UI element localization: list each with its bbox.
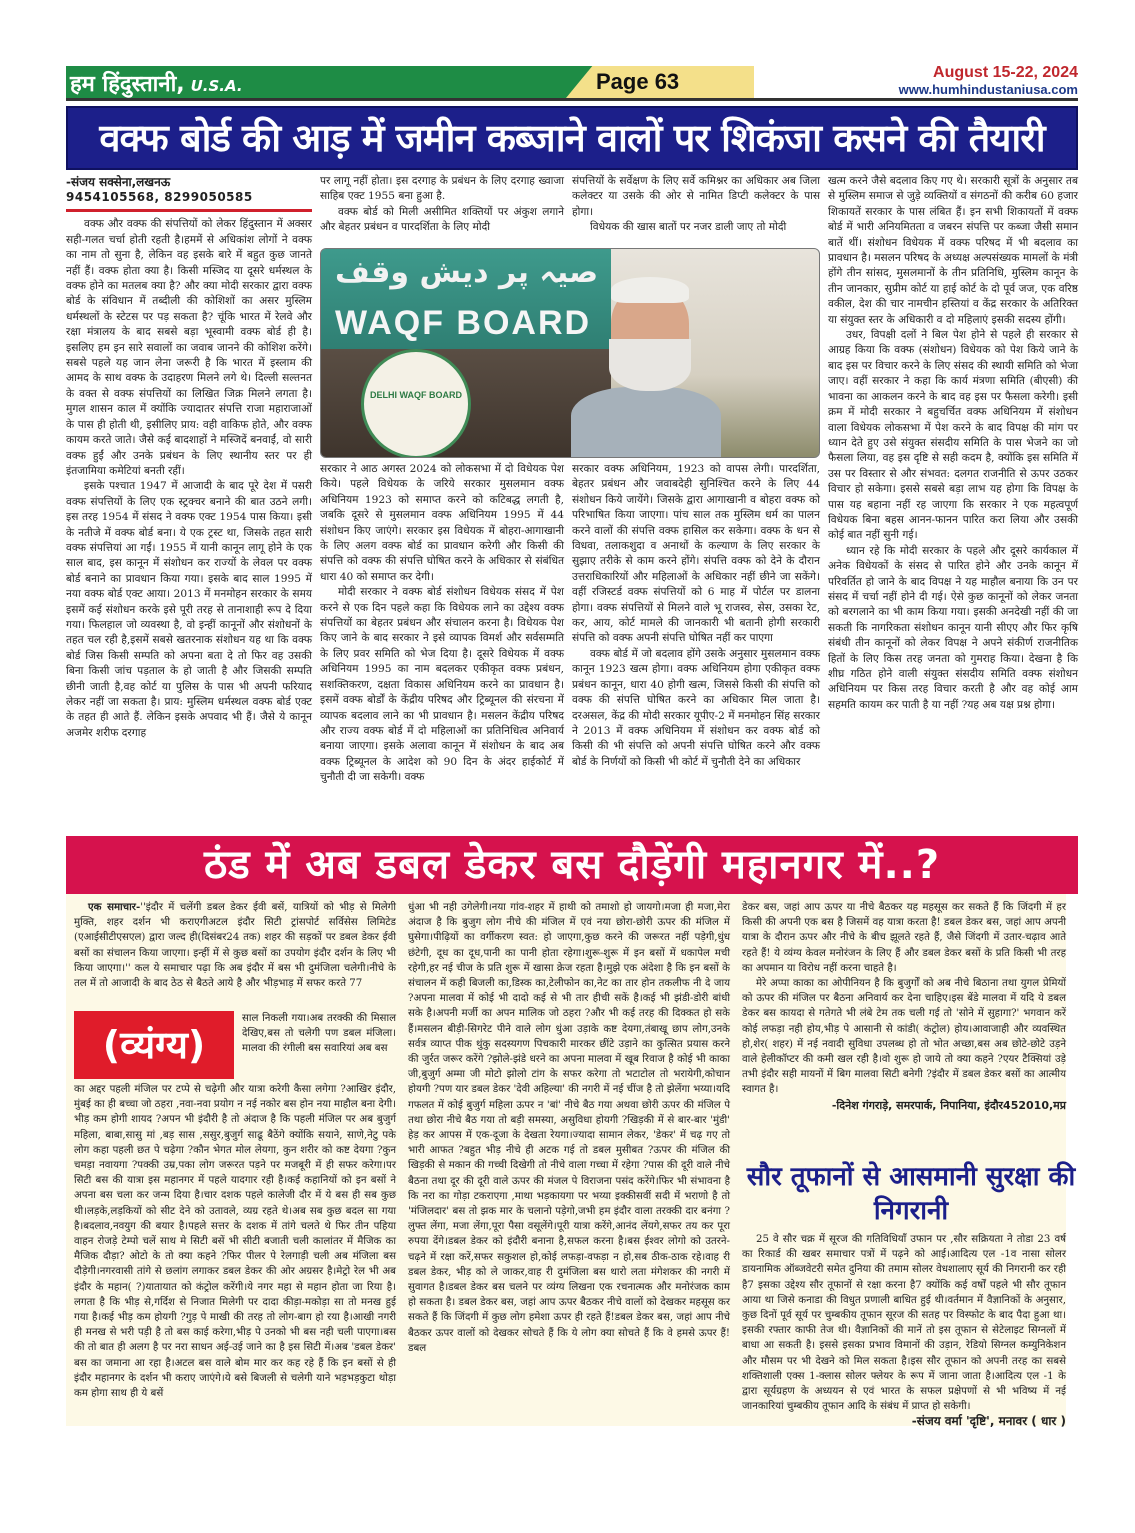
article2-author: -दिनेश गंगराड़े, समरपार्क, निपानिया, इंदौर452010,मप्र xyxy=(831,1098,1066,1112)
article1-column-3-bottom xyxy=(572,462,820,770)
article2-column-2 xyxy=(408,900,730,1356)
article2-column-3 xyxy=(742,900,1066,1113)
article1-headline: वक्फ बोर्ड की आड़ में जमीन कब्जाने वालों पर शिकंजा कसने की तैयारी xyxy=(66,106,1078,170)
red-divider xyxy=(66,209,312,212)
vest-shape xyxy=(571,387,721,458)
article1-paragraph: सरकार ने आठ अगस्त 2024 को लोकसभा में दो विधेयक पेश किये। पहले विधेयक के जरिये सरकार मुसलमान वक्फ अधिनियम 1923 को समाप्त करने को कटिबद्ध लगती है, जबकि दूसरे से मुसलमान वक्फ अधिनियम 1995 में 44 संशोधन किए जाएंगे। सरकार इस विधेयक में बोहरा-आगाखानी के लिए अलग वक्फ बोर्ड का प्रावधान करेगी और किसी की संपत्ति को वक्फ की संपत्ति घोषित करने के अधिकार से संबंधित धारा 40 को समाप्त कर देगी। xyxy=(320,463,564,583)
waqf-board-photo xyxy=(320,248,820,458)
article1-paragraph: संपत्तियों के सर्वेक्षण के लिए सर्वे कमिश्नर का अधिकार अब जिला कलेक्टर या उसके की ओर से नामित डिप्टी कलेक्टर के पास होगा। xyxy=(572,175,820,218)
article1-paragraph: विधेयक की खास बातों पर नजर डाली जाए तो मोदी xyxy=(590,221,787,234)
article2-paragraph: डेकर बस, जहां आप ऊपर या नीचे बैठकर यह महसूस कर सकते हैं कि जिंदगी में हर किसी की अपनी एक बस है जिसमें वह यात्रा करता है! डबल डेकर बस, जहां आप अपनी यात्रा के दौरान ऊपर और नीचे के बीच झूलते रहते हैं, जैसे जिंदगी में उतार-चढ़ाव आते रहते हैं! ये व्यंग्य केवल मनोरंजन के लिए हैं और डबल डेकर बसों के प्रति किसी भी तरह का अपमान या विरोध नहीं करना चाहते है। xyxy=(742,902,1066,974)
article3-headline: सौर तूफानों से आसमानी सुरक्षा की निगरानी xyxy=(746,1162,1076,1226)
masthead-rule xyxy=(66,98,1078,101)
article2-intro: ''इंदौर में चलेंगी डबल डेकर ईवी बसें, यात्रियों को भीड़ से मिलेगी मुक्ति, शहर दर्शन भी कराएगीअटल इंदौर सिटी ट्रांसपोर्ट सर्विसेस लिमिटेड (एआईसीटीएसएल) द्वारा जल्द ही(दिसंबर24 तक) शहर की सड़कों पर डबल डेकर ईवी बसों का संचालन किया जाएगा। इन्हीं में से कुछ बसों का उपयोग इंदौर दर्शन के लिए भी किया जाएगा।'' कल ये समाचार पढ़ा कि अब इंदौर में बस भी दुमंजिला चलेगी।नीचे के तल में तो आजादी के बाद ठेठ से बैठते आये है और भीड़भाड़ में सफर करते 77 xyxy=(74,902,396,990)
article1-column-2-bottom xyxy=(320,462,564,786)
article2-column-1-beside xyxy=(242,1011,396,1057)
page-number: Page 63 xyxy=(596,69,680,94)
waqf-board-text: WAQF BOARD xyxy=(335,304,592,342)
article1-paragraph: उधर, विपक्षी दलों ने बिल पेश होने से पहले ही सरकार से आग्रह किया कि वक्फ (संशोधन) विधेयक को पेश किये जाने के बाद इस पर विचार करने के लिए संसद की स्थायी समिति को भेजा जाए। वहीं सरकार ने कहा कि कार्य मंत्रणा समिति (बीएसी) की भावना का आकलन करने के बाद वह इस पर फैसला करेगी। इसी क्रम में मोदी सरकार ने बहुचर्चित वक्फ अधिनियम में संशोधन वाला विधेयक लोकसभा में पेश करने के बाद विपक्ष की मांग पर ध्यान देते हुए उसे संयुक्त संसदीय समिति के पास भेजने का जो फैसला लिया, वह इस दृष्टि से सही कदम है, क्योंकि इस समिति में उस पर विस्तार से और संभवत: दलगत राजनीति से ऊपर उठकर विचार हो सकेगा। इससे सबसे बड़ा लाभ यह होगा कि विपक्ष के पास यह बहाना नहीं रह जाएगा कि सरकार ने एक महत्वपूर्ण विधेयक बिना बहस आनन-फानन पारित करा लिया और उसकी कोई बात नहीं सुनी गई। xyxy=(828,329,1078,542)
article2-paragraph: का अद्दर पहली मंजिल पर टप्पे से चढ़ेगी और यात्रा करेगी कैसा लगेगा ?आखिर इंदौर, मुंबई का ही बच्चा जो ठहरा ,नवा-नवा प्रयोग न नई नकोर बस होन नया माहौल बना देगी।भीड़ कम होगी शायद ?अपन भी इंदौरी है तो अंदाज है कि पहली मंजिल पर अब बुजुर्ग महिला, बाबा,सासु मां ,बड़ सास ,ससुर,बुजुर्ग साढू बैठेंगे क्योंकि सयाने, साणे,नेटु पके लोग कहा पहली छत पे चढ़ेगा ?कौन भेगत मोल लेयगा, कुन शरीर को कष्ट देयगा ?कुन चमड़ा नवायगा ?पक्की उम्र,पका लोग जरूरत पड़ने पर मजबूरी में ही सफर करेगा।पर सिटी बस की यात्रा इस महानगर में पहले यादगार रही है।कई कहानियों को इन बसों ने अपना बस चला कर जन्म दिया है।चार दशक पहले कालेजी दौर में ये बस ही सब कुछ थी।लड़के,लड़कियों को सीट देने को उतावले, व्यग्र रहते थे।अब सब कुछ बदल सा गया है।बदलाव,नवयुग की बयार है।पहले सत्तर के दशक में तांगे चलते थे फिर तीन पहिया वाहन रोजड़े टेम्पो चलें साथ मे सिटी बसें भी सीटी बजाती चली कालांतर में मैजिक का मैजिक दौड़ा? ओटो के तो क्या कहने ?फिर पीलर पे रेलगाड़ी चली अब मंजिला बस दौड़ेगी।नगरवासी तांगे से छलांग लगाकर डबल डेकर की ओर अग्रसर है।मेट्रो रेल भी अब इंदौर के महान( ?)यातायात को कंट्रोल करेंगी।ये नगर महा से महान होता जा रिया है।लगता है कि भीड़ से,गर्दिश से निजात मिलेगी पर दादा कीड़ा-मकोड़ा सा तो मनख हुई गया है।कई भीड़ कम होयगी ?गुड़ पे माखी की तरह तो लोग-बाग हो रया है।आखी नगरी ही मनख से भरी पड़ी है तो बस काई करेगा,भीड़ पे उनको भी बस नही चली पाएगा।बस की तो बात ही अलग है पर नरा साधन अई-उई जाने का है इस सिटी में।अब 'डबल डेकर' बस का जमाना आ रहा है।अटल बस वाले बोम मार कर कह रहे हैं कि इन बसों से ही इंदौर महानगर के दर्शन भी कराए जाएंगे।ये बसे बिजली से चलेगी याने भड़भड़कुटा थोड़ा कम होगा साथ ही ये बसें xyxy=(74,1084,396,1400)
article1-column-2-top xyxy=(320,174,564,236)
vyang-tag: (व्यंग्य) xyxy=(74,1011,234,1079)
article1-paragraph: वक्फ बोर्ड को मिली असीमित शक्तियों पर अंकुश लगाने और बेहतर प्रबंधन व पारदर्शिता के लिए मोदी xyxy=(320,205,564,234)
hair-shape xyxy=(611,277,689,303)
article1-paragraph: ध्यान रहे कि मोदी सरकार के पहले और दूसरे कार्यकाल में अनेक विधेयकों के संसद से पारित होने और उनके कानून में परिवर्तित हो जाने के बाद विपक्ष ने यह माहौल बनाया कि उन पर संसद में चर्चा नहीं होने दी गई। ऐसे कुछ कानूनों को लेकर जनता को बरगलाने का भी काम किया गया। इसकी अनदेखी नहीं की जा सकती कि नागरिकता संशोधन कानून यानी सीएए और फिर कृषि संबंधी तीन कानूनों को लेकर विपक्ष ने अपने संकीर्ण राजनीतिक हितों के लिए किस तरह जनता को गुमराह किया। देखना है कि शीघ्र गठित होने वाली संयुक्त संसदीय समिति वक्फ संशोधन अधिनियम पर किस तरह विचार करती है और वह कोई आम सहमति कायम कर पाती है या नहीं ?यह अब यक्ष प्रश्न होगा। xyxy=(828,544,1078,711)
article1-column-4 xyxy=(828,174,1078,713)
article2-headline: ठंड में अब डबल डेकर बस दौड़ेंगी महानगर में..? xyxy=(66,836,1078,894)
urdu-sign-text: صیہ پر دیش وقف xyxy=(335,255,599,290)
delhi-waqf-board-seal-icon xyxy=(361,349,471,458)
article2-column-1-rest xyxy=(74,1082,396,1401)
article1-paragraph: सरकार वक्फ अधिनियम, 1923 को वापस लेगी। पारदर्शिता, बेहतर प्रबंधन और जवाबदेही सुनिश्चित करने के लिए 44 संशोधन किये जायेंगे। जिसके द्वारा आगाखानी व बोहरा वक्फ को परिभाषित किया जाएगा। पांच साल तक मुस्लिम धर्म का पालन करने वालों की संपत्ति वक्फ हासिल कर सकेगा। वक्फ के धन से विधवा, तलाकशुदा व अनाथों के कल्याण के लिए सरकार के सुझाए तरीके से काम करने होंगे। संपत्ति वक्फ को देने के दौरान उत्तराधिकारियों और महिलाओं के अधिकार नहीं छीने जा सकेंगे। वहीं रजिस्टर्ड वक्फ संपत्तियों को 6 माह में पोर्टल पर डालना होगा। वक्फ संपत्तियों से मिलने वाले भू राजस्व, सेस, उसका रेट, कर, आय, कोर्ट मामले की जानकारी भी बतानी होगी सरकारी संपत्ति को वक्फ अपनी संपत्ति घोषित नहीं कर पाएगा xyxy=(572,463,820,645)
article1-paragraph: इसके पश्चात 1947 में आजादी के बाद पूरे देश में पसरी वक्फ संपत्तियों के लिए एक स्ट्रक्चर बनाने की बात उठने लगी। इस तरह 1954 में संसद ने वक्फ एक्ट 1954 पास किया। इसी के नतीजे में वक्फ बोर्ड बना। ये एक ट्रस्ट था, जिसके तहत सारी वक्फ संपत्तियां आ गईं। 1955 में यानी कानून लागू होने के एक साल बाद, इस कानून में संशोधन कर राज्यों के लेवल पर वक्फ बोर्ड बनाने का प्रावधान किया गया। इसके बाद साल 1995 में नया वक्फ बोर्ड एक्ट आया। 2013 में मनमोहन सरकार के समय इसमें कई संशोधन करके इसे पूरी तरह से तानाशाही रूप दे दिया गया। फिलहाल जो व्यवस्था है, वो इन्हीं कानूनों और संशोधनों के तहत चल रही है,इसमें सबसे खतरनाक संशोधन यह था कि वक्फ बोर्ड जिस किसी सम्पति को अपना बता दे तो फिर वह उसकी बिना किसी जांच पड़ताल के हो जाती है और जिसकी सम्पति छीनी जाती है,वह कोर्ट या पुलिस के पास भी अपनी फरियाद लेकर नहीं जा सकता है। प्राय: मुस्लिम धर्मस्थल वक्फ बोर्ड एक्ट के तहत ही आते हैं. लेकिन इसके अपवाद भी हैं। जैसे ये कानून अजमेर शरीफ दरगाह xyxy=(66,480,312,739)
article3-paragraph: 25 वे सौर चक्र में सूरज की गतिविधियाँ उफान पर ,सौर सक्रियता ने तोडा 23 वर्ष का रिकार्ड की खबर समाचार पत्रों में पढ़ने को आई।आदित्य एल -1व नासा सोलर डायनामिक ऑब्जवेटरी समेत दुनिया की तमाम सोलर वेधशालाए सूर्य की निगरानी कर रही है7 इसका उद्देश्य सौर तूफानों से रक्षा करना है7 क्योंकि कई वर्षों पहले भी सौर तूफान आया था जिसे कनाडा की विधुत प्रणाली बाधित हुई थी।वर्तमान में वैज्ञानिकों के अनुसार, कुछ दिनों पूर्व सूर्य पर चुम्बकीय तूफान सूरज की सतह पर विस्फोट के बाद पैदा हुआ था। इसकी रफ्तार काफी तेज थी। वैज्ञानिकों की मानें तो इस तूफान से सेटेलाइट सिग्नलों में बाधा आ सकती है। इससे इसका प्रभाव विमानों की उड़ान, रेडियो सिग्नल कम्युनिकेशन और मौसम पर भी देखने को मिल सकता है।इस सौर तूफान को अपनी तरह का सबसे शक्तिशाली एक्स 1-क्लास सोलर फ्लेयर के रूप में जाना जाता है।आदित्य एल -1 के द्वारा सूर्यग्रहण के अध्ययन से एवं भारत के सफल प्रक्षेपणों से भी भविष्य में नई जानकारियां चुम्बकीय तूफान आदि के संबंध में प्राप्त हो सकेगी। xyxy=(742,1234,1066,1413)
issue-date: August 15-22, 2024 xyxy=(933,64,1078,81)
article1-paragraph: मोदी सरकार ने वक्फ बोर्ड संशोधन विधेयक संसद में पेश करने से एक दिन पहले कहा कि विधेयक लाने का उद्देश्य वक्फ संपत्तियों का बेहतर प्रबंधन और संचालन करना है। विधेयक पेश किए जाने के बाद सरकार ने इसे व्यापक विमर्श और सर्वसम्मति के लिए प्रवर समिति को भेज दिया है। दूसरे विधेयक में वक्फ अधिनियम 1995 का नाम बदलकर एकीकृत वक्फ प्रबंधन, सशक्तिकरण, दक्षता विकास अधिनियम करने का प्रावधान है। इसमें वक्फ बोर्डों के केंद्रीय परिषद और ट्रिब्यूनल की संरचना में व्यापक बदलाव लाने का भी प्रावधान है। मसलन केंद्रीय परिषद और राज्य वक्फ बोर्ड में दो महिलाओं का प्रतिनिधित्व अनिवार्य बनाया जाएगा। इसके अलावा कानून में संशोधन के बाद अब वक्फ ट्रिब्यूनल के आदेश को 90 दिन के अंदर हाईकोर्ट में चुनौती दी जा सकेगी। वक्फ xyxy=(320,586,564,784)
article2-paragraph: साल निकली गया।अब तरक्की की मिसाल देखिए,बस तो चलेगी पण डबल मंजिला।मालवा की रंगीली बस सवारियां अब बस xyxy=(242,1013,396,1055)
article1-column-1 xyxy=(66,174,312,741)
seal-text: DELHI WAQF BOARD xyxy=(370,390,462,400)
article1-paragraph: पर लागू नहीं होता। इस दरगाह के प्रबंधन के लिए दरगाह ख्वाजा साहिब एक्ट 1955 बना हुआ है. xyxy=(320,175,564,203)
article1-paragraph: वक्फ बोर्ड में जो बदलाव होंगे उसके अनुसार मुसलमान वक्फ कानून 1923 खत्म होगा। वक्फ अधिनियम होगा एकीकृत वक्फ प्रबंधन कानून, धारा 40 होगी खत्म, जिससे किसी की संपत्ति को वक्फ की संपत्ति घोषित करने का अधिकार मिल जाता है। दरअसल, केंद्र की मोदी सरकार यूपीए-2 में मनमोहन सिंह सरकार ने 2013 में वक्फ अधिनियम में संशोधन कर वक्फ बोर्ड को किसी की भी संपत्ति को अपनी संपत्ति घोषित करने और वक्फ बोर्ड के निर्णयों को किसी भी कोर्ट में चुनौती देने का अधिकार xyxy=(572,647,820,768)
article2-lead: एक समाचार- xyxy=(88,901,141,913)
article2-paragraph: मेरे अप्पा काका का ओपीनियन है कि बुजुर्गों को अब नीचे बिठाना तथा युगल प्रेमियों को ऊपर की मंजिल पर बैठना अनिवार्य कर देना चाहिए।इस बेंडे मालवा में यदि ये डबल डेकर बस कायदा से गतेगते भी लंबे टेम तक चली गई तो 'सोने में सुहागा?' भगवान करें कोई लफड़ा नही होय,भीड़ पे आसानी से कांडी( कंट्रोल) होय।आवाजाही और व्यवस्थित हो,शेर( शहर) में नई नवादी सुविधा उपलब्ध हो तो भोत अच्छा,बस अब छोटे-छोटे उड़ने वाले हेलीकॉप्टर की कमी खल रही है।वो शुरू हो जाये तो क्या कहने ?एयर टैक्सियां उड़े तभी इंदौर सही मायनों में बिग मालवा सिटी बनेगी ?इंदौर में डबल डेकर बसों का आत्मीय स्वागत है। xyxy=(742,978,1066,1096)
newspaper-title xyxy=(70,68,243,98)
beard-shape xyxy=(609,339,691,391)
article1-paragraph: वक्फ और वक्फ की संपत्तियों को लेकर हिंदुस्तान में अक्सर सही-गलत चर्चा होती रहती है।हममें से अधिकांश लोगों ने वक्फ का नाम तो सुना है, लेकिन वह इसके बारे में बहुत कुछ जानते नहीं हैं। वक्फ होता क्या है। किसी मस्जिद या दूसरे धर्मस्थल के वक्फ होने का मतलब क्या है? और क्या मोदी सरकार द्वारा वक्फ बोर्ड के संविधान में तब्दीली की कोशिशों का असर मुस्लिम धर्मस्थलों के स्टेटस पर पड़ सकता है? चूंकि भारत में रेलवे और रक्षा मंत्रालय के बाद सबसे बड़ा भूस्वामी वक्फ बोर्ड ही है। इसलिए हम इन सारे सवालों का जवाब जानने की कोशिश करेंगे। सबसे पहले यह जान लेना जरूरी है कि भारत में इस्लाम की आमद के साथ वक्फ के उदाहरण मिलने लगे थे। दिल्ली सल्तनत के वक्त से वक्फ संपत्तियों का लिखित जिक्र मिलने लगता है। मुगल शासन काल में क्योंकि ज्यादातर संपत्ति राजा महाराजाओं के पास ही होती थी, इसीलिए प्राय: वही वाकिफ होते, और वक्फ कायम करते जाते। जैसे कई बादशाहों ने मस्जिदें बनवाईं, वो सारी वक्फ हुईं और उनके प्रबंधन के लिए स्थानीय स्तर पर ही इंतजामिया कमेटियां बनती रहीं। xyxy=(66,218,312,477)
masthead xyxy=(66,66,1078,100)
article1-author: -संजय सक्सेना,लखनऊ xyxy=(66,175,171,189)
article1-paragraph: खत्म करने जैसे बदलाव किए गए थे। सरकारी सूत्रों के अनुसार तब से मुस्लिम समाज से जुड़े व्यक्तियों व संगठनों की करीब 60 हजार शिकायतें सरकार के पास लंबित हैं। इन सभी शिकायतों में वक्फ बोर्ड में भारी अनियमितता व जबरन संपत्ति पर कब्जा जैसी समान बातें थीं। संशोधन विधेयक में वक्फ परिषद में भी बदलाव का प्रावधान है। मसलन परिषद के अध्यक्ष अल्पसंख्यक मामलों के मंत्री होंगे तीन सांसद, मुसलमानों के तीन प्रतिनिधि, मुस्लिम कानून के तीन जानकार, सुप्रीम कोर्ट या हाई कोर्ट के दो पूर्व जज, एक वरिष्ठ वकील, देश की चार नामचीन हस्तियां व केंद्र सरकार के अतिरिक्त या संयुक्त स्तर के अधिकारी व दो महिलाएं इसकी सदस्य होंगी। xyxy=(828,175,1078,326)
article1-column-3-top xyxy=(572,174,820,236)
title-hindi: हम हिंदुस्तानी, xyxy=(70,72,185,97)
website-link[interactable]: www.humhindustaniusa.com xyxy=(898,82,1078,97)
title-usa: U.S.A. xyxy=(190,77,243,95)
article1-phones: 9454105568, 8299050585 xyxy=(66,190,253,204)
article3-author: -संजय वर्मा 'दृष्टि', मनावर ( धार ) xyxy=(911,1414,1066,1429)
article2-column-1-top xyxy=(74,900,396,991)
person-portrait xyxy=(551,269,731,458)
article2-paragraph: धुंआ भी नही उगेलेगी।नया गांव-शहर में हाथी को तमाशो हो जायगो।मजा ही मजा,मेरा अंदाज है कि बुजुग लोग नीचे की मंजिल में एवं नया छोरा-छोरी ऊपर की मंजिल में घुसेगा।पीढ़ियों का वर्गीकरण स्वत: हो जाएगा,कुछ करने की जरूरत नहीं पड़ेगी,धुंध छंटेगी, दूध का दूध,पानी का पानी होता रहेगा।शुरू-शुरू में इन बसों में धकापेल मची रहेगी,हर नई चीज के प्रति शुरू में खासा क्रेज रहता है।मुझे एक अंदेशा है कि इन बसों के संचालन में कही बिजली का,डिस्क का,टेलीफोन का,नेट का तार होन तकलीफ नी दे जाय ?अपना मालवा में कोई भी दादो कई से भी तार हीची सकें है।कई भी झंडी-डोरी बांधी सके है।अपनी मर्जी का अपन मालिक जो ठहरा ?और भी कई तरह की दिक्कत हो सके हैं।मसलन बीड़ी-सिगरेट पीने वाले लोग धुंआ उड़ाके कष्ट देयगा,तंबाखू छाप लोग,उनके सर्वत्र व्याप्त पीक थुंकु सदस्यगण पिचकारी मारकर छींटे उड़ाने का कुत्सित प्रयास करने की जुर्रत जरूर करेंगे ?झोले-झंडे धरने का अपना मालवा में खूब रिवाज है कोई भी काका जी,बुजुर्ग अम्मा जी मोटो झोलो टांग के सफर करेगा तो भटाटोल तो भरायेगी,कोचान होयगी ?पण यार डबल डेकर 'देवी अहिल्या' की नगरी में नई चींज है तो झेलेंगा भय्या।यदि गफलत में कोई बुजुर्ग महिला ऊपर न 'बां' नीचे बैठ गया अथवा छोरी ऊपर की मंजिल पे तथा छोरा नीचे बैठ गया तो बड़ी समस्या, असुविधा होयगी ?खिड़की में से बार-बार 'मुंडी' हेड़ कर आपस में एक-दूजा के देखता रेयगा।ज्यादा सामान लेकर, 'डेकर' में चढ़ गए तो भारी आफत ?बहुत भीड़ नीचे ही अटक गई तो डबल मुसीबत ?ऊपर की मंजिल की खिड़की से मकान की गच्ची दिखेगी तो नीचे वाला गच्चा में रहेगा ?पास की दूरी वाले नीचे बैठना तथा दूर की दूरी वाले ऊपर की मंजल पे विराजना पसंद करेंगे।फिर भी संभावना है कि नरा का गोड़ा टकराएगा ,माथा भड़कायगा पर भय्या इक्कीसवीं सदी में भराणो है तो 'मंजिलदार' बस तो झक मार के चलानो पड़ेगो,जभी हम इंदौर वाला तरक्की दार बनंगा ?लुफ्त लेंगा, मजा लेंगा,पूरा पैसा वसूलेंगे।पूरी यात्रा करेंगे,आनंद लेंयगे,सफर तय कर पूरा रुपया देंगे।डबल डेकर को इंदौरी बनाना है,सफल करना है।बस ईश्वर लोगो को उतरने-चढ़ने में रक्षा करें,सफर सकुशल हो,कोई लफड़ा-वफड़ा न हो,सब ठीक-ठाक रहे।वाह री डबल डेकर, भीड़ को ले जाकर,वाह री दुमंजिला बस थारो लता मंगेशकर की नगरी में सुवागत है।डबल डेकर बस चलने पर व्यंग्य लिखना एक रचनात्मक और मनोरंजक काम हो सकता है। डबल डेकर बस, जहां आप ऊपर बैठकर नीचे वालों को देखकर महसूस कर सकते हैं कि जिंदगी में कुछ लोग हमेशा ऊपर ही रहते हैं!डबल डेकर बस, जहां आप नीचे बैठकर ऊपर वालों को देखकर सोचते हैं कि ये लोग क्या सोचते हैं कि वे हमसे ऊपर हैं! डबल xyxy=(408,902,730,1354)
article3-body xyxy=(742,1232,1066,1430)
